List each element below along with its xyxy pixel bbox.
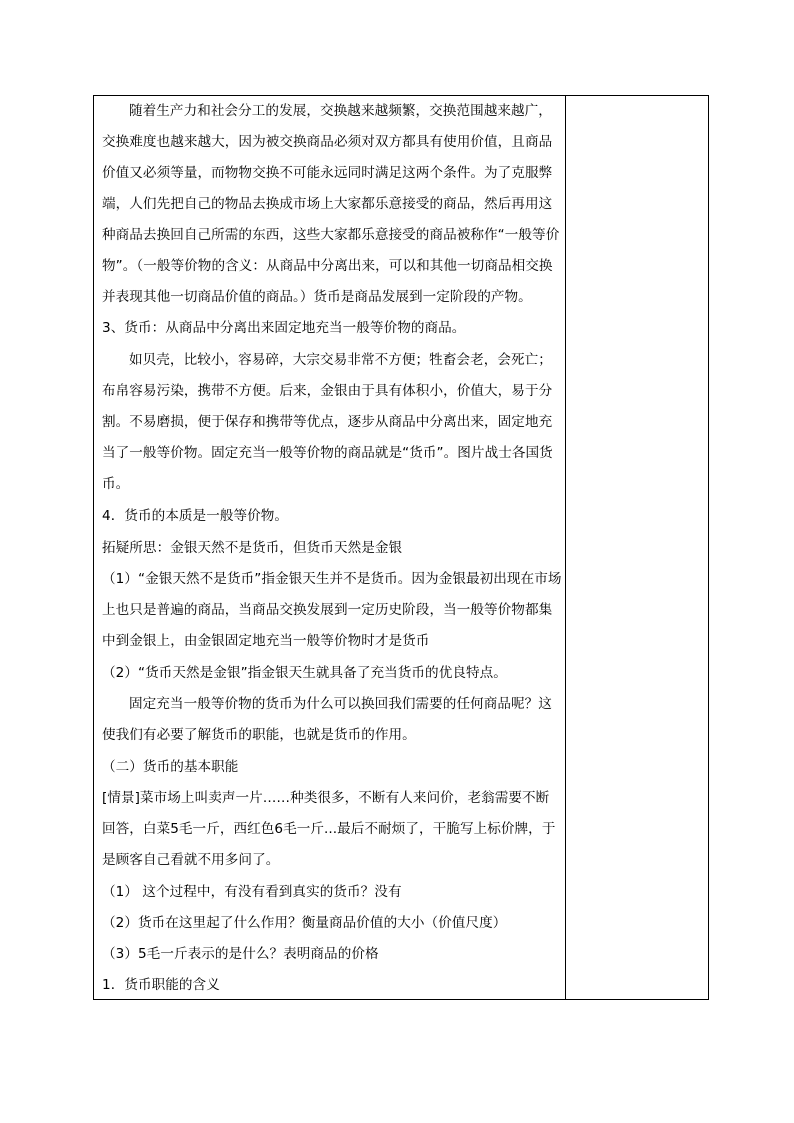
question-3: （3）5毛一斤表示的是什么？表明商品的价格 [102,946,379,962]
section-heading-basic-functions: （二）货币的基本职能 [102,759,239,775]
paragraph-money-history: 如贝壳，比较小，容易碎，大宗交易非常不方便；牲畜会老，会死亡；布帛容易污染，携带不方便。后来，金银由于具有体积小，价值大，易于分割。不易磨损，便于保存和携带等优点，逐步从商品中分离出来，固定地充当了一般等价物。固定充当一般等价物的商品就是“货币”。图片战士各国货币。 [102,352,553,492]
document-table [93,95,709,1000]
question-2: （2）货币在这里起了什么作用？衡量商品价值的大小（价值尺度） [102,915,507,931]
paragraph-money-definition: 3、货币：从商品中分离出来固定地充当一般等价物的商品。 [102,320,466,336]
question-1: （1） 这个过程中，有没有看到真实的货币？没有 [102,884,402,900]
section-heading-function-meaning: 1．货币职能的含义 [102,977,220,993]
paragraph-money-function-question: 固定充当一般等价物的货币为什么可以换回我们需要的任何商品呢？这使我们有必要了解货币的职能，也就是货币的作用。 [102,696,552,743]
paragraph-exchange-development: 随着生产力和社会分工的发展，交换越来越频繁，交换范围越来越广，交换难度也越来越大，因为被交换商品必须对双方都具有使用价值，且商品价值又必须等量，而物物交换不可能永远同时满足这两个条件。为了克服弊端，人们先把自己的物品去换成市场上大家都乐意接受的商品，然后再用这种商品去换回自己所需的东西，这些大家都乐意接受的商品被称作“一般等价物”。（一般等价物的含义：从商品中分离出来，可以和其他一切商品相交换并表现其他一切商品价值的商品。）货币是商品发展到一定阶段的产物。 [102,103,560,305]
paragraph-scenario: [情景]菜市场上叫卖声一片……种类很多，不断有人来问价，老翁需要不断回答，白菜5毛一斤，西红色6毛一斤...最后不耐烦了，干脆写上标价牌，于是顾客自己看就不用多问了。 [102,790,556,868]
paragraph-point-2: （2）“货币天然是金银”指金银天生就具备了充当货币的优良特点。 [102,665,507,681]
paragraph-point-1: （1）“金银天然不是货币”指金银天生并不是货币。因为金银最初出现在市场上也只是普遍的商品，当商品交换发展到一定历史阶段，当一般等价物都集中到金银上，由金银固定地充当一般等价物时才是货币 [102,571,562,649]
notes-cell [566,96,708,999]
paragraph-thinking-question: 拓疑所思：金银天然不是货币，但货币天然是金银 [102,540,403,556]
content-cell [94,96,566,999]
paragraph-money-essence: 4．货币的本质是一般等价物。 [102,508,289,524]
